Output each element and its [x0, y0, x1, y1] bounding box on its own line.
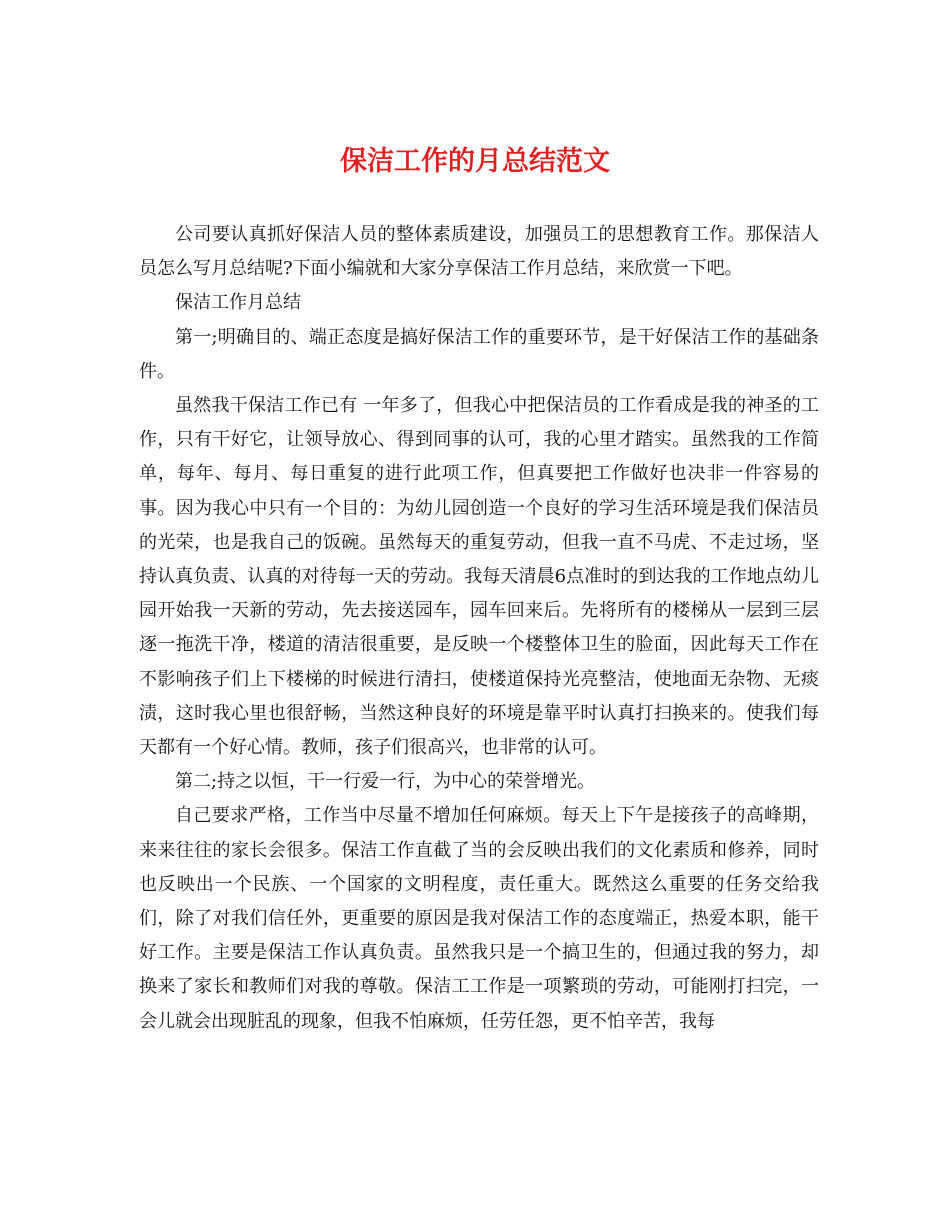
document-body	[139, 218, 819, 1039]
paragraph-subheading: 保洁工作月总结	[175, 292, 301, 314]
page-title: 保洁工作的月总结范文	[340, 146, 610, 177]
paragraph-point-two-detail: 自己要求严格，工作当中尽量不增加任何麻烦。每天上下午是接孩子的高峰期，来来往往的家长会很多。保洁工作直截了当的会反映出我们的文化素质和修养，同时也反映出一个民族、一个国家的文明程度，责任重大。既然这么重要的任务交给我们，除了对我们信任外，更重要的原因是我对保洁工作的态度端正，热爱本职，能干好工作。主要是保洁工作认真负责。虽然我只是一个搞卫生的，但通过我的努力，却换来了家长和教师们对我的尊敬。保洁工工作是一项繁琐的劳动，可能刚打扫完，一会儿就会出现脏乱的现象，但我不怕麻烦，任劳任怨，更不怕辛苦，我每	[139, 805, 819, 1032]
paragraph-point-one-detail: 虽然我干保洁工作已有 一年多了，但我心中把保洁员的工作看成是我的神圣的工作，只有干好它，让领导放心、得到同事的认可，我的心里才踏实。虽然我的工作简单，每年、每月、每日重复的进行此项工作，但真要把工作做好也决非一件容易的事。因为我心中只有一个目的：为幼儿园创造一个良好的学习生活环境是我们保洁员的光荣，也是我自己的饭碗。虽然每天的重复劳动，但我一直不马虎、不走过场，坚持认真负责、认真的对待每一天的劳动。我每天清晨6点准时的到达我的工作地点幼儿园开始我一天新的劳动，先去接送园车，园车回来后。先将所有的楼梯从一层到三层逐一拖洗干净，楼道的清洁很重要，是反映一个楼整体卫生的脸面，因此每天工作在不影响孩子们上下楼梯的时候进行清扫，使楼道保持光亮整洁，使地面无杂物、无痰渍，这时我心里也很舒畅，当然这种良好的环境是靠平时认真打扫换来的。使我们每天都有一个好心情。教师，孩子们很高兴，也非常的认可。	[139, 395, 819, 759]
paragraph-intro: 公司要认真抓好保洁人员的整体素质建设，加强员工的思想教育工作。那保洁人员怎么写月总结呢?下面小编就和大家分享保洁工作月总结，来欣赏一下吧。	[139, 224, 819, 280]
paragraph-point-one: 第一;明确目的、端正态度是搞好保洁工作的重要环节，是干好保洁工作的基础条件。	[139, 326, 819, 382]
paragraph-point-two: 第二;持之以恒，干一行爱一行，为中心的荣誉增光。	[175, 771, 596, 793]
